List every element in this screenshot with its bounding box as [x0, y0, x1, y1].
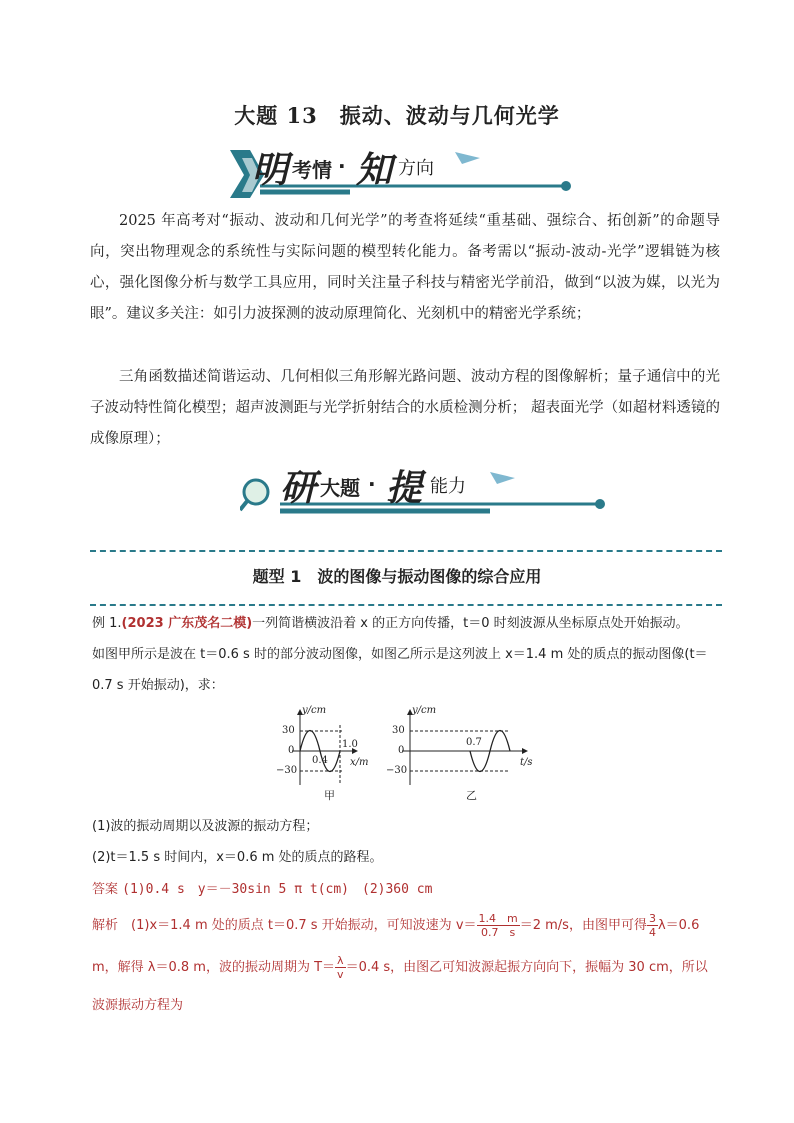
- banner-char-ming: 明: [252, 149, 289, 191]
- right-ylabel: y/cm: [412, 705, 437, 716]
- example-source: (2023 广东茂名二模): [121, 616, 253, 631]
- wave-figure-svg: [270, 705, 540, 805]
- analysis-text-1b: ＝2 m/s，由图甲可得: [519, 918, 647, 933]
- left-xlabel: x/m: [350, 757, 369, 768]
- wave-figure: [270, 705, 540, 805]
- analysis-label: 解析: [92, 918, 119, 933]
- banner2-char-ti: 提: [386, 467, 423, 509]
- speed-fraction-num: 1.4 m: [478, 912, 518, 925]
- banner2-char-yan: 研: [280, 467, 317, 509]
- analysis-line-2: [92, 952, 722, 983]
- answer-line: [92, 874, 722, 905]
- banner2-text-nengli: 能力: [430, 476, 466, 497]
- question-type-title: 题型 1 波的图像与振动图像的综合应用: [252, 567, 542, 586]
- left-caption: 甲: [324, 789, 335, 802]
- banner-char-zhi: 知: [356, 149, 393, 191]
- example-line-2: 如图甲所示是波在 t＝0.6 s 时的部分波动图像，如图乙所示是这列波上 x＝1.4 m 处的质点的振动图像(t＝: [92, 647, 708, 662]
- example-line-3: 0.7 s 开始振动)，求：: [92, 678, 224, 693]
- banner2-text-dati: 大题: [320, 476, 360, 500]
- analysis-line-1: [92, 910, 722, 941]
- analysis-text-2b: ＝0.4 s，由图乙可知波源起振方向向下，振幅为 30 cm，所以: [345, 960, 708, 975]
- divider-top: [90, 550, 722, 552]
- example-label: 例 1.: [92, 616, 122, 631]
- left-label-b: 1.0: [342, 739, 358, 750]
- three-quarter-num: 3: [648, 912, 656, 925]
- left-label-a: 0.4: [312, 755, 328, 766]
- right-tick-0: 0: [398, 745, 405, 756]
- intro-paragraph-1: 2025 年高考对“振动、波动和几何光学”的考查将延续“重基础、强综合、拓创新”的命题导向，突出物理观念的系统性与实际问题的模型转化能力。备考需以“振动-波动-光学”逻辑链为核心，强化图像分析与数学工具应用，同时关注量子科技与精密光学前沿，做到“以波为媒，以光为眼”。建议多关注：如引力波探测的波动原理简化、光刻机中的精密光学系统；: [90, 213, 720, 322]
- example-line-1: [92, 608, 722, 639]
- banner-text-fangxiang: 方向: [398, 158, 434, 179]
- left-tick-30: 30: [282, 725, 295, 736]
- analysis-text-1a: (1)x＝1.4 m 处的质点 t＝0.7 s 开始振动，可知波速为 v＝: [131, 918, 477, 933]
- three-quarter-fraction: [647, 912, 658, 939]
- answer-text: (1)0.4 s y＝－30sin 5 π t(cm) (2)360 cm: [122, 882, 433, 897]
- intro-paragraph-2: 三角函数描述简谐运动、几何相似三角形解光路问题、波动方程的图像解析；量子通信中的光子波动特性简化模型；超声波测距与光学折射结合的水质检测分析； 超表面光学（如超材料透镜的成像原理）；: [90, 369, 720, 447]
- speed-fraction-den: 0.7 s: [481, 926, 516, 939]
- period-fraction-num: λ: [337, 954, 344, 967]
- analysis-text-2a: m，解得 λ＝0.8 m，波的振动周期为 T＝: [92, 960, 336, 975]
- page-title: 大题 13 振动、波动与几何光学: [234, 103, 560, 128]
- speed-fraction: [477, 912, 520, 939]
- banner-nengli: [240, 460, 610, 520]
- analysis-line-3: 波源振动方程为: [92, 998, 184, 1013]
- left-tick-neg30: −30: [276, 765, 298, 776]
- analysis-text-1c: λ＝0.6: [657, 918, 700, 933]
- banner-kaoqing: [230, 140, 580, 200]
- period-fraction: [335, 954, 346, 981]
- sub-question-1: (1)波的振动周期以及波源的振动方程；: [92, 819, 319, 834]
- right-tick-30: 30: [392, 725, 405, 736]
- right-caption: 乙: [466, 789, 477, 802]
- divider-bottom: [90, 604, 722, 606]
- three-quarter-den: 4: [648, 926, 656, 939]
- period-fraction-den: v: [337, 968, 344, 981]
- right-xlabel: t/s: [520, 757, 533, 768]
- banner-dot: ·: [338, 154, 346, 178]
- example-text-1: 一列简谐横波沿着 x 的正方向传播，t＝0 时刻波源从坐标原点处开始振动。: [252, 616, 689, 631]
- answer-label: 答案: [92, 882, 119, 897]
- left-ylabel: y/cm: [302, 705, 327, 716]
- left-tick-0: 0: [288, 745, 295, 756]
- sub-question-2: (2)t＝1.5 s 时间内，x＝0.6 m 处的质点的路程。: [92, 850, 383, 865]
- banner-text-kaoqing: 考情: [292, 158, 332, 182]
- right-label-a: 0.7: [466, 737, 482, 748]
- right-tick-neg30: −30: [386, 765, 408, 776]
- banner2-dot: ·: [368, 472, 376, 496]
